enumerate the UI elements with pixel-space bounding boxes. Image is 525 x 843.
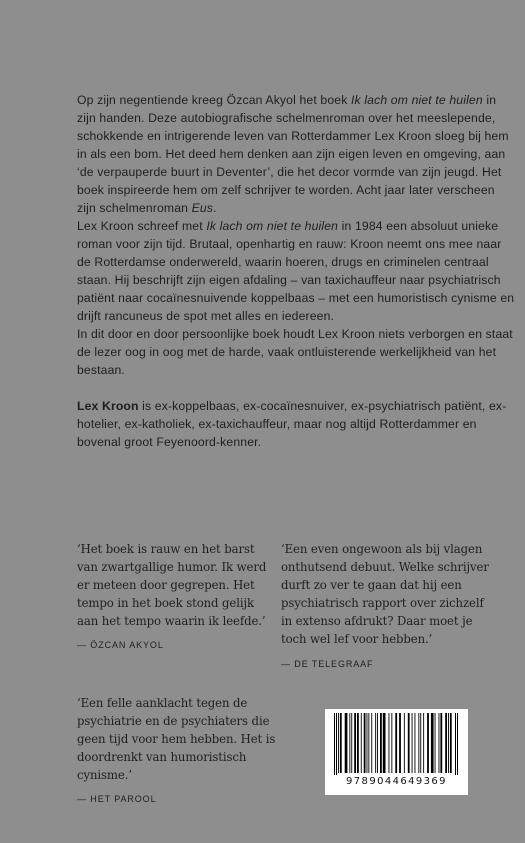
blurb-paragraph-3: In dit door en door persoonlijke boek houdt Lex Kroon niets verborgen en staat de lezer oog in oog met de harde, vaak ontluisterende werkelijkheid van het bestaan. bbox=[77, 327, 513, 377]
barcode-bar bbox=[383, 713, 386, 773]
quote-text: ‘Een felle aanklacht tegen de psychiatrie en de psychiaters die geen tijd voor hem hebben. Het is doordrenkt van humoristisch cynisme.’ bbox=[77, 696, 276, 783]
barcode-bar bbox=[377, 713, 378, 773]
barcode-bar bbox=[391, 713, 392, 773]
barcode-bar bbox=[354, 713, 356, 773]
barcode-bar bbox=[412, 713, 413, 773]
barcode-bar bbox=[334, 713, 335, 775]
barcode-bar bbox=[427, 713, 429, 773]
barcode-bar bbox=[371, 713, 372, 773]
barcode-bar bbox=[431, 713, 434, 773]
barcode-bar bbox=[408, 713, 410, 773]
isbn-barcode bbox=[325, 709, 468, 795]
barcode-bar bbox=[450, 713, 452, 773]
barcode-bar bbox=[445, 713, 447, 773]
barcode-bar bbox=[439, 713, 440, 773]
barcode-bar bbox=[361, 713, 362, 773]
author-bio: Lex Kroon is ex-koppelbaas, ex-cocaïnesnuiver, ex-psychiatrisch patiënt, ex-hotelier, ex-katholiek, ex-taxichauffeur, maar nog altijd Rotterdammer en bovenal groot Feyenoord-kenner. bbox=[77, 399, 507, 449]
book-title: Ik lach om niet te huilen bbox=[351, 93, 483, 107]
book-title-eus: Eus bbox=[191, 201, 214, 215]
barcode-bar bbox=[415, 713, 416, 773]
barcode-bar bbox=[349, 713, 350, 773]
review-quote-akyol bbox=[77, 540, 277, 655]
author-name: Lex Kroon bbox=[77, 399, 139, 413]
barcode-bar bbox=[364, 713, 366, 773]
barcode-bar bbox=[418, 713, 419, 773]
quote-source: — DE TELEGRAAF bbox=[281, 658, 374, 669]
barcode-bar bbox=[420, 713, 421, 773]
barcode-bar bbox=[368, 713, 369, 773]
barcode-bar bbox=[336, 713, 337, 775]
barcode-bar bbox=[357, 713, 359, 773]
quote-source: — ÖZCAN AKYOL bbox=[77, 640, 164, 651]
barcode-bar bbox=[448, 713, 449, 773]
barcode-bar bbox=[440, 713, 442, 773]
barcode-bar bbox=[375, 713, 376, 773]
quote-text: ‘Een even ongewoon als bij vlagen onthutsend debuut. Welke schrijver durft zo ver te gaan dat hij een psychiatrisch rapport over zichzelf in extenso afdrukt? Daar moet je toch wel lef voor hebben.’ bbox=[281, 542, 489, 647]
barcode-bar bbox=[395, 713, 397, 773]
barcode-bar bbox=[455, 713, 456, 775]
review-quote-parool bbox=[77, 694, 277, 809]
barcode-bar bbox=[457, 713, 458, 775]
quote-source: — HET PAROOL bbox=[77, 794, 157, 805]
barcode-bar bbox=[345, 713, 348, 773]
barcode-bar bbox=[380, 713, 382, 773]
quote-text: ‘Het boek is rauw en het barst van zwartgallige humor. Ik werd er meteen door gegrepen. Het tempo in het boek stond gelijk aan het tempo waarin ik leefde.’ bbox=[77, 542, 267, 629]
barcode-bar bbox=[435, 713, 436, 773]
barcode-bar bbox=[389, 713, 390, 773]
barcode-bar bbox=[423, 713, 424, 773]
back-cover-blurb bbox=[77, 91, 517, 451]
barcode-bar bbox=[340, 713, 342, 773]
barcode-bar bbox=[399, 713, 401, 773]
blurb-paragraph-2: Lex Kroon schreef met Ik lach om niet te huilen in 1984 een absoluut unieke roman voor zijn tijd. Brutaal, openhartig en rauw: Kroon neemt ons mee naar de Rotterdamse onderwereld, waarin hoeren, drugs en criminelen centraal staan. Hij beschrijft zijn eigen afdaling – van taxichauffeur naar psychiatrisch patiënt naar cocaïnesnuivende koppelbaas – met een humoristisch cynisme en drijft rancuneus de spot met alles en iedereen. bbox=[77, 219, 515, 323]
review-quote-telegraaf bbox=[281, 540, 491, 673]
barcode-bar bbox=[367, 713, 368, 773]
barcode-bar bbox=[404, 713, 405, 773]
barcode-bar bbox=[338, 713, 339, 773]
barcode-bar bbox=[351, 713, 352, 773]
barcode-bars bbox=[334, 713, 459, 775]
book-title: Ik lach om niet te huilen bbox=[206, 219, 339, 233]
blurb-paragraph-1: Op zijn negentiende kreeg Özcan Akyol het boek Ik lach om niet te huilen in zijn handen. Deze autobiografische schelmenroman over het meeslepende, schokkende en intrigerende leven van Rotterdammer Lex Kroon sloeg bij hem in als een bom. Het deed hem denken aan zijn eigen leven en omgeving, aan ‘de verpauperde buurt in Deventer’, die het decor vormde van zijn jeugd. Het boek inspireerde hem om zelf schrijver te worden. Acht jaar later verscheen zijn schelmenroman Eus. bbox=[77, 93, 509, 215]
isbn-number: 9789044649369 bbox=[346, 776, 447, 787]
